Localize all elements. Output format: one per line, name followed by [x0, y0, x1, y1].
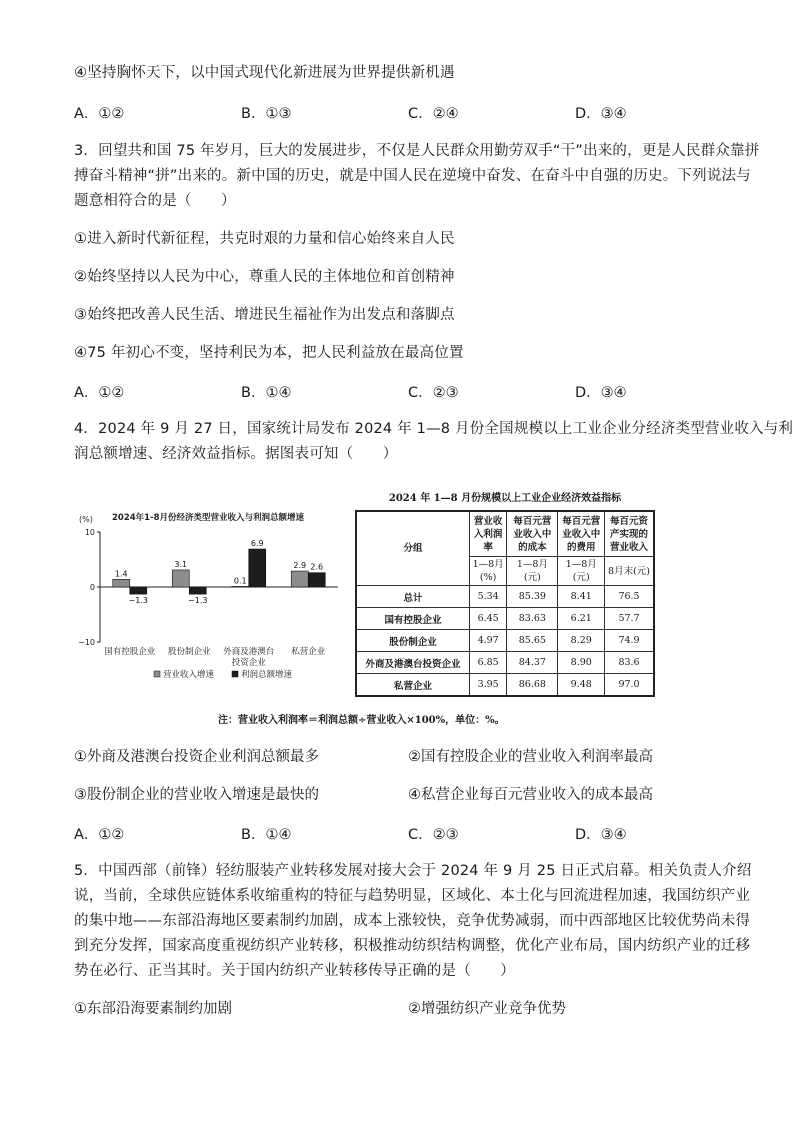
chart-y-tick-label: 0: [89, 583, 95, 592]
table-cell: 6.21: [558, 608, 605, 630]
table-cell: 6.85: [470, 652, 507, 674]
table-row: [356, 630, 654, 652]
chart-category-label: 国有控股企业: [104, 647, 156, 657]
chart-legend-swatch: [154, 671, 160, 677]
table-col-header: 每百元营业收入中的费用: [558, 511, 605, 557]
q5-statement-2: ②增强纺织产业竞争优势: [408, 1001, 566, 1017]
table-col-subheader: 1—8月(元): [558, 557, 605, 586]
table-col-header: 每百元营业收入中的成本: [507, 511, 558, 557]
chart-data-label: 2.6: [310, 562, 324, 572]
table-group-header: 分组: [356, 511, 470, 586]
q2-option-d[interactable]: D．③④: [575, 106, 627, 122]
q3-statement-1: ①进入新时代新征程，共克时艰的力量和信心始终来自人民: [74, 231, 455, 247]
table-cell: 8.90: [558, 652, 605, 674]
table-row-group: 总计: [356, 586, 470, 608]
table-row-group: 私营企业: [356, 674, 470, 697]
chart-bar: [291, 571, 308, 587]
table-col-subheader: 8月末(元): [605, 557, 654, 586]
table-cell: 97.0: [605, 674, 654, 697]
table-cell: 84.37: [507, 652, 558, 674]
table-row-group: 股份制企业: [356, 630, 470, 652]
q5-stem-line-1: 5．中国西部（前锋）轻纺服装产业转移发展对接大会于 2024 年 9 月 25 日正式启幕。相关负责人介绍: [74, 863, 752, 879]
q3-stem-line-3: 题意相符合的是（ ）: [74, 193, 236, 209]
q4-statement-1: ①外商及港澳台投资企业利润总额最多: [74, 749, 319, 765]
chart-title: 2024年1-8月份经济类型营业收入与利润总额增速: [112, 513, 305, 523]
q4-option-a[interactable]: A．①②: [74, 827, 125, 843]
chart-bar: [113, 579, 130, 587]
table-cell: 5.34: [470, 586, 507, 608]
q5-stem-line-3: 的集中地——东部沿海地区要素制约加剧，成本上涨较快，竞争优势减弱，而中西部地区比较优势尚未得: [74, 913, 751, 929]
chart-legend-label: 利润总额增速: [241, 670, 293, 680]
chart-data-label: −1.3: [188, 596, 208, 606]
table-row: [356, 608, 654, 630]
chart-bar: [232, 586, 249, 587]
q4-stem-line-2: 润总额增速、经济效益指标。据图表可知（ ）: [74, 446, 398, 462]
q3-option-d[interactable]: D．③④: [575, 385, 627, 401]
table-cell: 76.5: [605, 586, 654, 608]
chart-y-tick-label: 10: [84, 528, 95, 537]
indicator-table: [355, 510, 655, 697]
chart-data-label: 3.1: [174, 559, 188, 569]
chart-legend-swatch: [232, 671, 238, 677]
q3-stem-line-2: 搏奋斗精神“拼”出来的。新中国的历史，就是中国人民在逆境中奋发、在奋斗中自强的历史。下列说法与: [74, 168, 751, 184]
table-cell: 4.97: [470, 630, 507, 652]
q2-statement-4: ④坚持胸怀天下，以中国式现代化新进展为世界提供新机遇: [74, 65, 455, 81]
table-cell: 85.65: [507, 630, 558, 652]
table-cell: 6.45: [470, 608, 507, 630]
chart-y-tick-label: −10: [78, 638, 95, 647]
chart-data-label: 0.1: [233, 576, 247, 586]
chart-data-label: 2.9: [293, 561, 307, 571]
chart-category-label: 股份制企业: [167, 647, 211, 657]
q5-stem-line-2: 说，当前，全球供应链体系收缩重构的特征与趋势明显，区域化、本土化与回流进程加速，我国纺织产业: [74, 888, 751, 904]
q4-option-d[interactable]: D．③④: [575, 827, 627, 843]
table-cell: 74.9: [605, 630, 654, 652]
q4-statement-3: ③股份制企业的营业收入增速是最快的: [74, 787, 319, 803]
q3-stem-line-1: 3．回望共和国 75 年岁月，巨大的发展进步，不仅是人民群众用勤劳双手“干”出来的，更是人民群众靠拼: [74, 143, 760, 159]
table-title: 2024 年 1—8 月份规模以上工业企业经济效益指标: [388, 493, 622, 504]
table-header-row: [356, 511, 654, 557]
table-cell: 83.63: [507, 608, 558, 630]
q3-option-b[interactable]: B．①④: [241, 385, 292, 401]
table-cell: 85.39: [507, 586, 558, 608]
q3-statement-4: ④75 年初心不变，坚持利民为本，把人民利益放在最高位置: [74, 345, 464, 361]
table-note: 注：营业收入利润率＝利润总额÷营业收入×100%，单位：%。: [218, 715, 505, 726]
chart-bar: [189, 587, 206, 594]
q3-statement-2: ②始终坚持以人民为中心，尊重人民的主体地位和首创精神: [74, 269, 455, 285]
table-row: [356, 674, 654, 697]
q3-option-c[interactable]: C．②③: [408, 385, 459, 401]
table-col-subheader: 1—8月(%): [470, 557, 507, 586]
table-col-header: 每百元资产实现的营业收入: [605, 511, 654, 557]
table-col-header: 营业收入利润率: [470, 511, 507, 557]
chart-svg: [74, 505, 344, 705]
chart-category-label: 外商及港澳台: [223, 647, 275, 657]
q4-options: [74, 823, 724, 843]
table-cell: 8.41: [558, 586, 605, 608]
table-row: [356, 586, 654, 608]
chart-legend-label: 营业收入增速: [163, 670, 215, 680]
chart-category-label: 私营企业: [291, 647, 326, 657]
table-cell: 86.68: [507, 674, 558, 697]
chart-bar: [249, 549, 266, 587]
q2-option-a[interactable]: A．①②: [74, 106, 125, 122]
q3-options: [74, 381, 724, 401]
chart-bar: [308, 573, 325, 587]
table-cell: 57.7: [605, 608, 654, 630]
bar-chart: [74, 505, 344, 705]
q2-option-b[interactable]: B．①③: [241, 106, 292, 122]
table-row-group: 外商及港澳台投资企业: [356, 652, 470, 674]
q3-statement-3: ③始终把改善人民生活、增进民生福祉作为出发点和落脚点: [74, 307, 455, 323]
q4-statement-2: ②国有控股企业的营业收入利润率最高: [408, 749, 653, 765]
q5-stem-line-5: 势在必行、正当其时。关于国内纺织产业转移传导正确的是（ ）: [74, 963, 515, 979]
q4-option-b[interactable]: B．①④: [241, 827, 292, 843]
chart-data-label: 1.4: [114, 569, 128, 579]
q2-options: [74, 102, 724, 122]
chart-data-label: −1.3: [128, 596, 148, 606]
table-cell: 3.95: [470, 674, 507, 697]
q4-option-c[interactable]: C．②③: [408, 827, 459, 843]
table-row: [356, 652, 654, 674]
chart-data-label: 6.9: [250, 539, 264, 549]
chart-y-unit: (%): [79, 515, 93, 524]
table-cell: 83.6: [605, 652, 654, 674]
q4-statement-4: ④私营企业每百元营业收入的成本最高: [408, 787, 653, 803]
table-col-subheader: 1—8月(元): [507, 557, 558, 586]
chart-bar: [130, 587, 147, 594]
chart-category-label: 投资企业: [231, 658, 266, 668]
q5-stem-line-4: 到充分发挥，国家高度重视纺织产业转移，积极推动纺织结构调整，优化产业布局，国内纺织产业的迁移: [74, 938, 751, 954]
chart-bar: [172, 570, 189, 587]
table-cell: 9.48: [558, 674, 605, 697]
table-row-group: 国有控股企业: [356, 608, 470, 630]
q3-option-a[interactable]: A．①②: [74, 385, 125, 401]
q4-stem-line-1: 4．2024 年 9 月 27 日，国家统计局发布 2024 年 1—8 月份全国规模以上工业企业分经济类型营业收入与利: [74, 421, 794, 437]
q5-statement-1: ①东部沿海要素制约加剧: [74, 1001, 232, 1017]
table-cell: 8.29: [558, 630, 605, 652]
q2-option-c[interactable]: C．②④: [408, 106, 459, 122]
